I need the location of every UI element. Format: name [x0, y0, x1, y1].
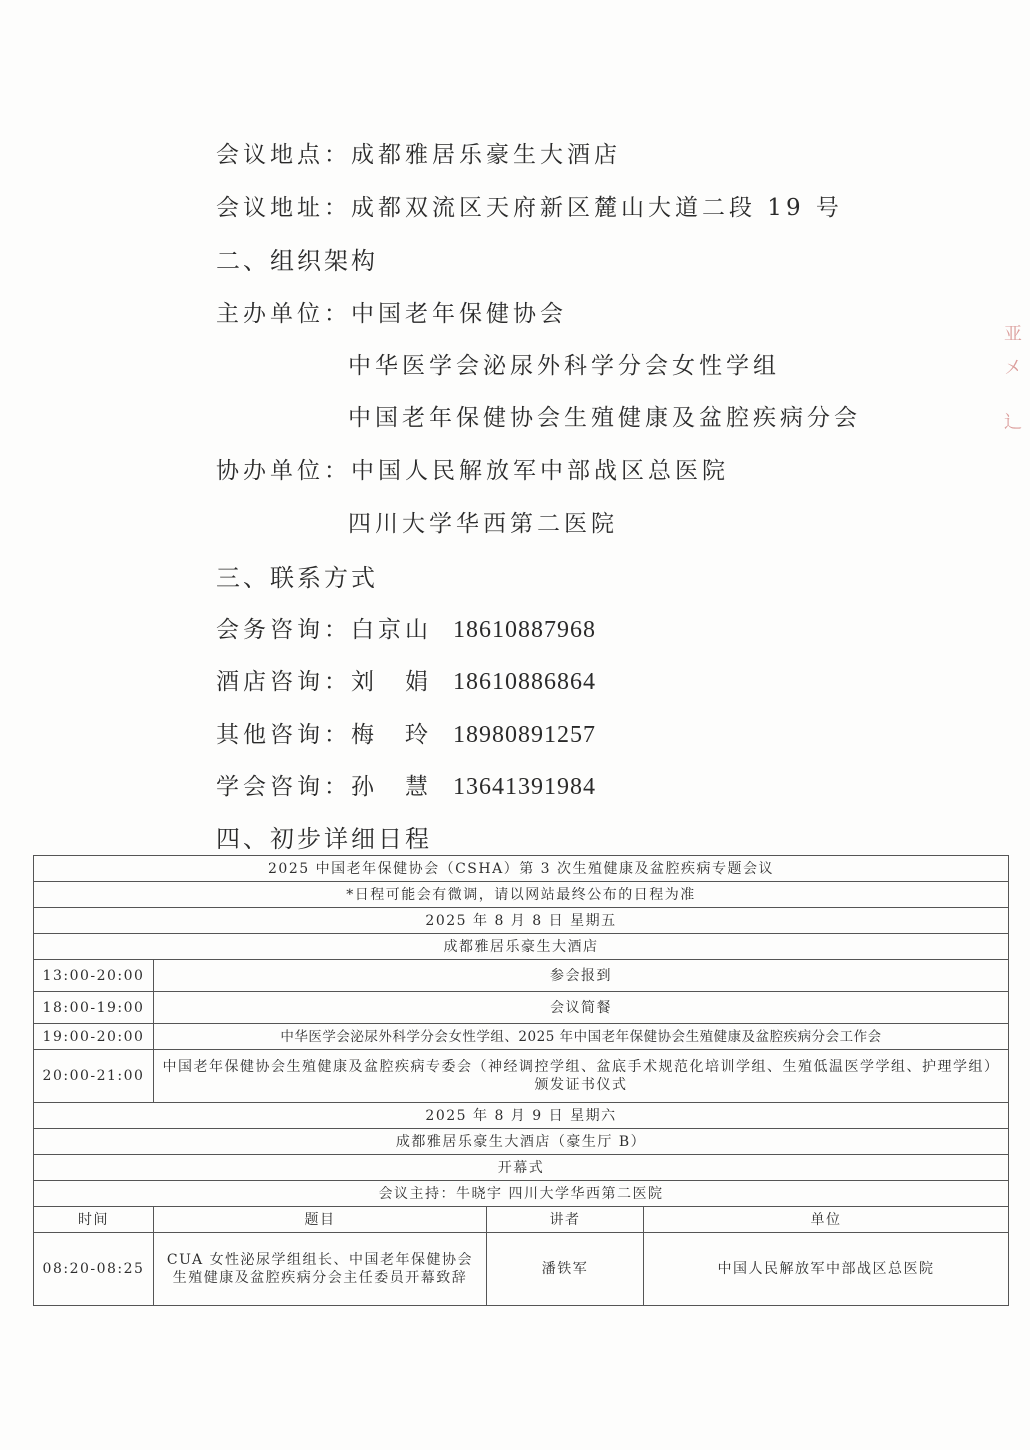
table-row [34, 1233, 1009, 1306]
session-chair: 会议主持：牛晓宇 四川大学华西第二医院 [34, 1181, 1009, 1207]
address-label: 会议地址： [216, 195, 351, 221]
venue-line [216, 140, 621, 170]
contact-phone: 18610887968 [453, 617, 596, 643]
header-speaker: 讲者 [487, 1207, 644, 1233]
host-label: 主办单位： [216, 301, 351, 327]
table-row [34, 1155, 1009, 1181]
stamp-mark: 㐅 [1004, 358, 1022, 379]
table-row [34, 960, 1009, 992]
table-row [34, 1024, 1009, 1050]
header-unit: 单位 [644, 1207, 1009, 1233]
time-cell: 13:00-20:00 [34, 960, 154, 992]
table-row [34, 908, 1009, 934]
address-value: 成都双流区天府新区麓山大道二段 19 号 [351, 195, 843, 221]
time-cell: 08:20-08:25 [34, 1233, 154, 1306]
day1-place: 成都雅居乐豪生大酒店 [34, 934, 1009, 960]
contact-label: 会务咨询： [216, 617, 351, 643]
event-cell: 参会报到 [154, 960, 1009, 992]
contact-name: 白京山 [351, 617, 432, 643]
table-row [34, 934, 1009, 960]
contact-line [216, 667, 596, 697]
session-name: 开幕式 [34, 1155, 1009, 1181]
contact-label: 酒店咨询： [216, 669, 351, 695]
time-cell: 20:00-21:00 [34, 1050, 154, 1103]
day1-date: 2025 年 8 月 8 日 星期五 [34, 908, 1009, 934]
time-cell: 19:00-20:00 [34, 1024, 154, 1050]
contact-line [216, 772, 596, 802]
table-row [34, 856, 1009, 882]
event-cell: 会议简餐 [154, 992, 1009, 1024]
event-cell: 中国老年保健协会生殖健康及盆腔疾病专委会（神经调控学组、盆底手术规范化培训学组、生殖低温医学学组、护理学组）颁发证书仪式 [154, 1050, 1009, 1103]
contact-phone: 18980891257 [453, 722, 596, 748]
event-cell: 中华医学会泌尿外科学分会女性学组、2025 年中国老年保健协会生殖健康及盆腔疾病分会工作会 [154, 1024, 1009, 1050]
contact-label: 其他咨询： [216, 722, 351, 748]
co-host-label: 协办单位： [216, 458, 351, 484]
table-row [34, 882, 1009, 908]
contact-phone: 18610886864 [453, 669, 596, 695]
speaker-cell: 潘铁军 [487, 1233, 644, 1306]
side-stamp-marks [998, 250, 1028, 450]
schedule-title: 2025 中国老年保健协会（CSHA）第 3 次生殖健康及盆腔疾病专题会议 [34, 856, 1009, 882]
co-host-unit: 中国人民解放军中部战区总医院 [351, 458, 729, 484]
table-row [34, 1181, 1009, 1207]
host-line-1 [216, 299, 567, 329]
contact-name: 刘 娟 [351, 669, 432, 695]
schedule-note: *日程可能会有微调，请以网站最终公布的日程为准 [34, 882, 1009, 908]
table-row [34, 992, 1009, 1024]
contact-name: 孙 慧 [351, 774, 432, 800]
section-contact-title: 三、联系方式 [216, 564, 378, 592]
contact-line [216, 720, 596, 750]
co-host-unit: 四川大学华西第二医院 [348, 511, 618, 537]
host-unit: 中国老年保健协会生殖健康及盆腔疾病分会 [348, 405, 861, 431]
table-header-row [34, 1207, 1009, 1233]
unit-cell: 中国人民解放军中部战区总医院 [644, 1233, 1009, 1306]
table-row [34, 1129, 1009, 1155]
contact-label: 学会咨询： [216, 774, 351, 800]
venue-label: 会议地点： [216, 142, 351, 168]
table-row [34, 1103, 1009, 1129]
stamp-mark: 辶 [1004, 412, 1022, 433]
contact-phone: 13641391984 [453, 774, 596, 800]
stamp-mark: 亚 [1004, 324, 1022, 345]
day2-date: 2025 年 8 月 9 日 星期六 [34, 1103, 1009, 1129]
time-cell: 18:00-19:00 [34, 992, 154, 1024]
section-schedule-title: 四、初步详细日程 [216, 825, 432, 853]
address-line [216, 193, 843, 223]
header-time: 时间 [34, 1207, 154, 1233]
header-topic: 题目 [154, 1207, 487, 1233]
schedule-table [33, 855, 1009, 1306]
topic-cell: CUA 女性泌尿学组组长、中国老年保健协会生殖健康及盆腔疾病分会主任委员开幕致辞 [154, 1233, 487, 1306]
co-host-line-1 [216, 456, 729, 486]
host-unit: 中华医学会泌尿外科学分会女性学组 [348, 353, 780, 379]
contact-name: 梅 玲 [351, 722, 432, 748]
contact-line [216, 615, 596, 645]
venue-value: 成都雅居乐豪生大酒店 [351, 142, 621, 168]
table-row [34, 1050, 1009, 1103]
host-unit: 中国老年保健协会 [351, 301, 567, 327]
section-organization-title: 二、组织架构 [216, 247, 378, 275]
day2-place: 成都雅居乐豪生大酒店（豪生厅 B） [34, 1129, 1009, 1155]
